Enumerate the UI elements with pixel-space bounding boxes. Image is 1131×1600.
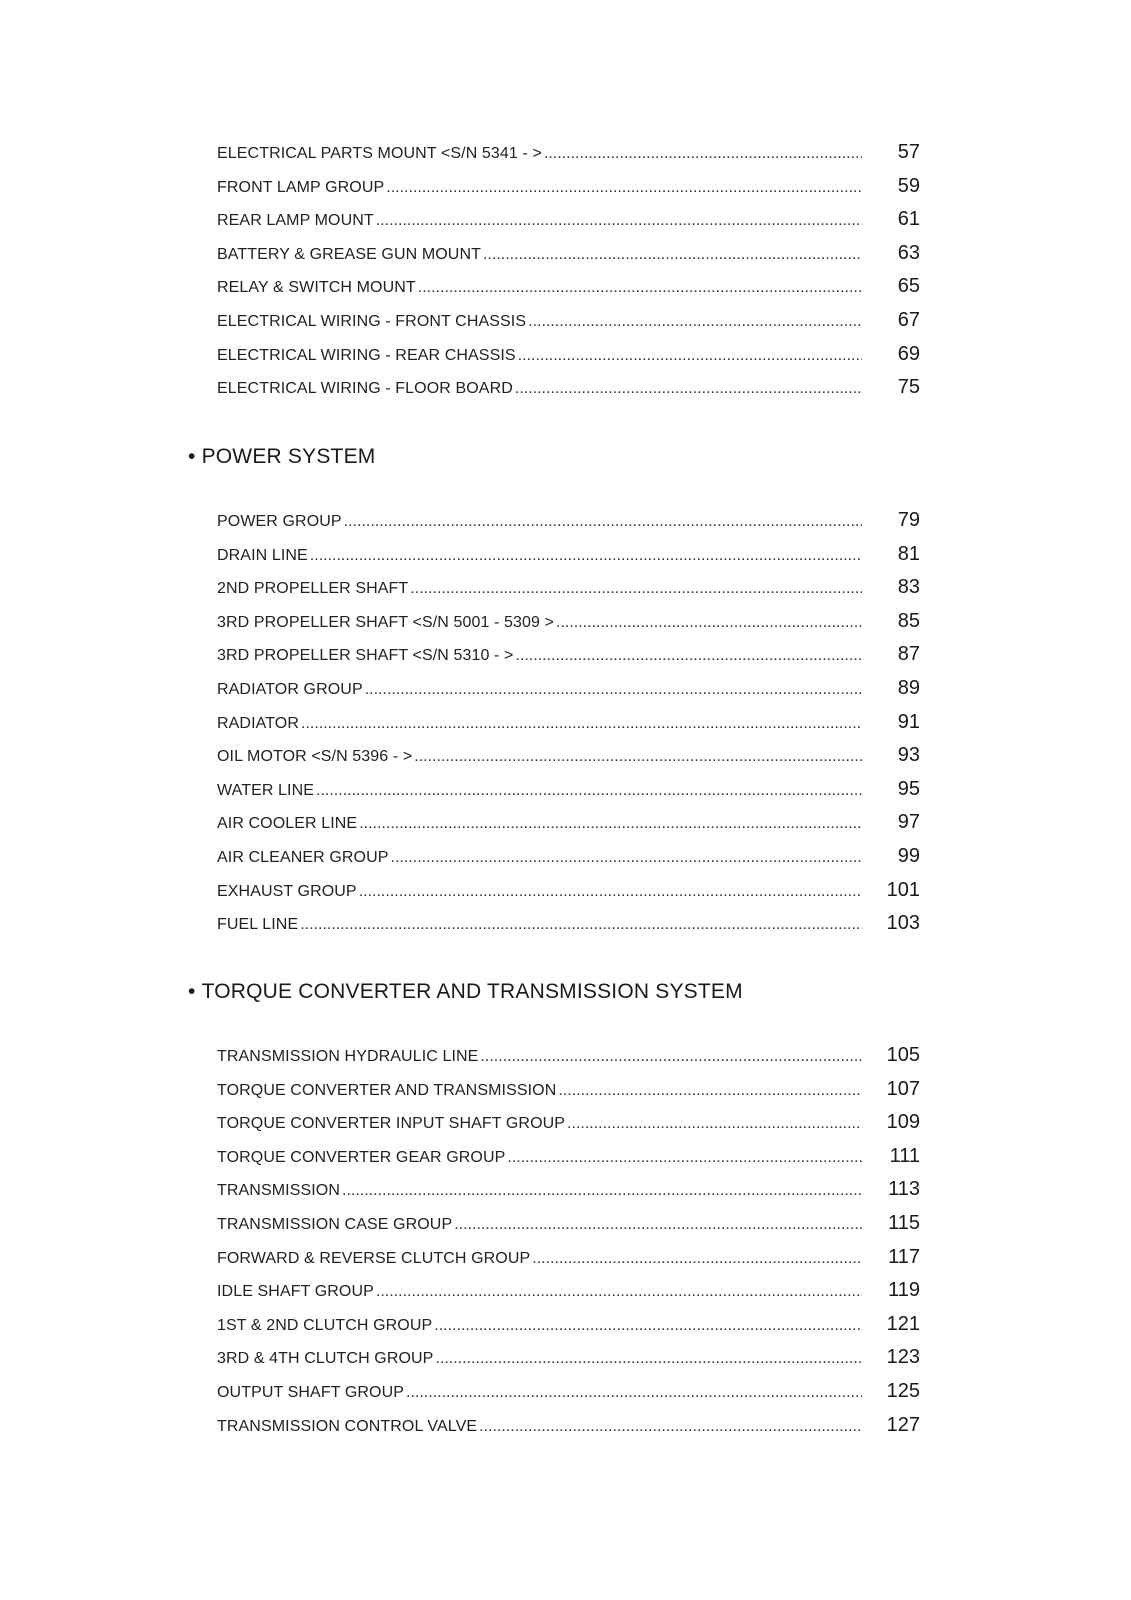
- toc-entry-page: 99: [897, 844, 920, 867]
- toc-entry[interactable]: [217, 1380, 920, 1414]
- toc-entry[interactable]: [217, 1044, 920, 1078]
- toc-entry[interactable]: [217, 208, 920, 242]
- toc-entry-page: 81: [897, 542, 920, 565]
- toc-entry-page: 97: [897, 811, 920, 834]
- toc-entry-page: 89: [897, 676, 920, 699]
- dot-leader: [513, 380, 862, 398]
- toc-entry-page: 111: [889, 1144, 920, 1167]
- dot-leader: [505, 1149, 862, 1167]
- dot-leader: [565, 1115, 862, 1133]
- toc-entry-title: OUTPUT SHAFT GROUP: [217, 1383, 405, 1401]
- toc-entry-title: TRANSMISSION CASE GROUP: [217, 1215, 453, 1233]
- toc-entry-title: REAR LAMP MOUNT: [217, 212, 374, 230]
- dot-leader: [412, 748, 862, 766]
- toc-entry-page: 119: [888, 1279, 920, 1302]
- dot-leader: [298, 916, 862, 934]
- dot-leader: [374, 212, 862, 230]
- toc-entry[interactable]: [217, 175, 920, 209]
- toc-entry-page: 67: [897, 308, 920, 331]
- toc-entry[interactable]: [217, 343, 920, 377]
- dot-leader: [556, 1082, 862, 1100]
- toc-entry[interactable]: [217, 1212, 920, 1246]
- toc-entry[interactable]: [217, 1346, 920, 1380]
- toc-entry-page: 91: [897, 710, 920, 733]
- dot-leader: [513, 647, 862, 665]
- dot-leader: [299, 715, 862, 733]
- dot-leader: [481, 246, 862, 264]
- toc-entry-page: 63: [897, 241, 920, 264]
- toc-entry-page: 79: [897, 509, 920, 531]
- dot-leader: [342, 513, 862, 531]
- toc-entry-title: IDLE SHAFT GROUP: [217, 1283, 374, 1301]
- toc-entry-page: 123: [886, 1346, 920, 1369]
- toc-entry-page: 121: [886, 1312, 920, 1335]
- toc-entry-title: 1ST & 2ND CLUTCH GROUP: [217, 1316, 433, 1334]
- toc-entry-page: 101: [886, 878, 920, 901]
- toc-entry-page: 59: [897, 174, 920, 197]
- toc-list-power-system: [217, 509, 920, 946]
- toc-entry-title: FUEL LINE: [217, 916, 299, 934]
- toc-entry[interactable]: [217, 1111, 920, 1145]
- toc-entry-title: FRONT LAMP GROUP: [217, 178, 385, 196]
- toc-entry[interactable]: [217, 610, 920, 644]
- toc-entry-page: 125: [886, 1379, 920, 1402]
- toc-entry[interactable]: [217, 1279, 920, 1313]
- dot-leader: [542, 145, 862, 163]
- dot-leader: [389, 849, 862, 867]
- toc-entry-page: 109: [886, 1111, 920, 1134]
- toc-entry-title: ELECTRICAL WIRING - FLOOR BOARD: [217, 380, 513, 398]
- dot-leader: [404, 1384, 862, 1402]
- dot-leader: [516, 347, 862, 365]
- toc-entry[interactable]: [217, 376, 920, 410]
- toc-entry[interactable]: [217, 275, 920, 309]
- dot-leader: [314, 782, 862, 800]
- toc-entry[interactable]: [217, 677, 920, 711]
- toc-entry-title: TORQUE CONVERTER GEAR GROUP: [217, 1148, 506, 1166]
- toc-entry-title: TORQUE CONVERTER INPUT SHAFT GROUP: [217, 1115, 566, 1133]
- toc-entry-title: DRAIN LINE: [217, 546, 308, 564]
- toc-entry-title: TRANSMISSION HYDRAULIC LINE: [217, 1048, 479, 1065]
- toc-entry-title: FORWARD & REVERSE CLUTCH GROUP: [217, 1249, 531, 1267]
- dot-leader: [526, 313, 862, 331]
- dot-leader: [432, 1317, 862, 1335]
- toc-entry-title: 3RD PROPELLER SHAFT <S/N 5001 - 5309 >: [217, 613, 554, 631]
- toc-entry-page: 127: [886, 1413, 920, 1436]
- section-heading-power-system: [188, 445, 375, 469]
- toc-entry-page: 107: [886, 1077, 920, 1100]
- toc-entry[interactable]: [217, 845, 920, 879]
- dot-leader: [340, 1182, 862, 1200]
- toc-entry[interactable]: [217, 1414, 920, 1448]
- toc-entry[interactable]: [217, 509, 920, 543]
- toc-entry-title: RADIATOR: [217, 714, 299, 732]
- toc-entry[interactable]: [217, 242, 920, 276]
- toc-entry-title: BATTERY & GREASE GUN MOUNT: [217, 245, 481, 263]
- dot-leader: [308, 547, 862, 565]
- toc-entry-title: 3RD PROPELLER SHAFT <S/N 5310 - >: [217, 647, 514, 665]
- toc-entry[interactable]: [217, 1246, 920, 1280]
- toc-entry-title: TRANSMISSION: [217, 1182, 340, 1200]
- dot-leader: [478, 1048, 862, 1066]
- toc-entry-page: 83: [897, 576, 920, 599]
- dot-leader: [477, 1418, 862, 1436]
- toc-entry-page: 93: [897, 744, 920, 767]
- toc-entry-page: 117: [888, 1245, 920, 1268]
- toc-entry[interactable]: [217, 912, 920, 946]
- toc-entry-page: 103: [886, 912, 920, 935]
- dot-leader: [554, 614, 862, 632]
- dot-leader: [357, 883, 862, 901]
- dot-leader: [357, 815, 862, 833]
- toc-entry-page: 105: [886, 1044, 920, 1066]
- toc-entry[interactable]: [217, 1145, 920, 1179]
- toc-entry-title: OIL MOTOR <S/N 5396 - >: [217, 748, 413, 766]
- toc-entry[interactable]: [217, 309, 920, 343]
- toc-entry[interactable]: [217, 643, 920, 677]
- toc-entry[interactable]: [217, 711, 920, 745]
- toc-entry-title: 2ND PROPELLER SHAFT: [217, 580, 409, 598]
- toc-entry-page: 65: [897, 275, 920, 298]
- dot-leader: [374, 1283, 862, 1301]
- dot-leader: [363, 681, 862, 699]
- toc-entry-page: 113: [888, 1178, 920, 1201]
- dot-leader: [433, 1350, 862, 1368]
- toc-entry[interactable]: [217, 141, 920, 175]
- toc-entry[interactable]: [217, 1078, 920, 1112]
- section-heading-text: TORQUE CONVERTER AND TRANSMISSION SYSTEM: [201, 980, 743, 1003]
- toc-list-electrical: [217, 141, 920, 410]
- toc-entry[interactable]: [217, 543, 920, 577]
- bullet-icon: •: [188, 445, 196, 468]
- toc-entry-title: TRANSMISSION CONTROL VALVE: [217, 1417, 478, 1435]
- toc-entry-page: 69: [897, 342, 920, 365]
- toc-entry[interactable]: [217, 879, 920, 913]
- toc-entry-title: 3RD & 4TH CLUTCH GROUP: [217, 1350, 434, 1368]
- toc-entry-title: WATER LINE: [217, 781, 315, 799]
- toc-entry-page: 95: [897, 777, 920, 800]
- toc-entry-page: 61: [897, 208, 920, 231]
- toc-entry-page: 85: [897, 609, 920, 632]
- toc-entry-title: EXHAUST GROUP: [217, 882, 357, 900]
- toc-entry-title: AIR CLEANER GROUP: [217, 848, 389, 866]
- dot-leader: [384, 179, 862, 197]
- dot-leader: [530, 1250, 862, 1268]
- toc-entry-page: 87: [897, 643, 920, 666]
- toc-entry-title: RELAY & SWITCH MOUNT: [217, 279, 416, 297]
- toc-entry-title: AIR COOLER LINE: [217, 815, 358, 833]
- toc-entry[interactable]: [217, 778, 920, 812]
- toc-entry-page: 75: [897, 376, 920, 399]
- toc-entry-page: 115: [888, 1211, 920, 1234]
- toc-entry-title: ELECTRICAL PARTS MOUNT <S/N 5341 - >: [217, 145, 542, 162]
- dot-leader: [452, 1216, 862, 1234]
- section-heading-torque-converter: [188, 980, 743, 1004]
- section-heading-text: POWER SYSTEM: [201, 445, 376, 468]
- toc-entry[interactable]: [217, 744, 920, 778]
- toc-entry[interactable]: [217, 1178, 920, 1212]
- toc-entry[interactable]: [217, 576, 920, 610]
- toc-entry[interactable]: [217, 1313, 920, 1347]
- dot-leader: [416, 279, 862, 297]
- toc-entry-title: ELECTRICAL WIRING - REAR CHASSIS: [217, 346, 516, 364]
- toc-entry-page: 57: [897, 141, 920, 163]
- toc-entry-title: ELECTRICAL WIRING - FRONT CHASSIS: [217, 312, 527, 330]
- toc-entry-title: TORQUE CONVERTER AND TRANSMISSION: [217, 1081, 557, 1099]
- bullet-icon: •: [188, 980, 196, 1003]
- toc-entry-title: POWER GROUP: [217, 513, 342, 530]
- toc-list-torque-converter: [217, 1044, 920, 1447]
- toc-entry-title: RADIATOR GROUP: [217, 680, 363, 698]
- toc-entry[interactable]: [217, 811, 920, 845]
- dot-leader: [408, 580, 862, 598]
